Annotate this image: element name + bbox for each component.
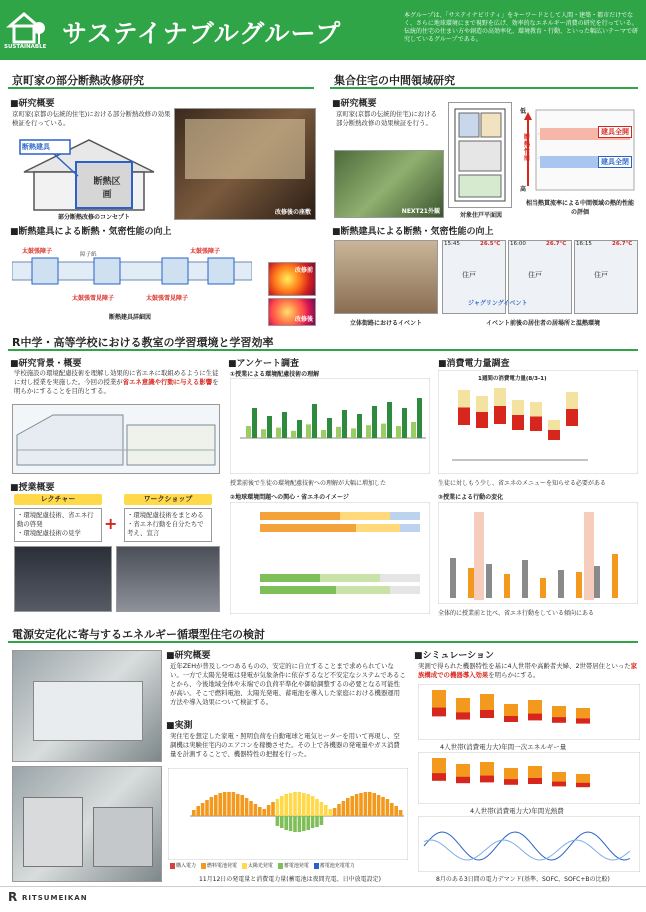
survey-bar-after [267,416,272,438]
behavior-bar [486,564,492,598]
equipment-photo [12,766,162,882]
gen-bar [210,797,214,816]
gen-bar [386,799,390,816]
next21-caption: NEXT21外観 [401,208,440,215]
axis-high: 高 [520,186,527,193]
section-title-3: R中学・高等学校における教室の学習環境と学習効率 [8,336,638,351]
sim1-bar [504,704,518,716]
behavior-bar [612,554,618,598]
gen-bar-neg [280,816,284,828]
sim2-bar [528,766,542,778]
workshop-label: ワークショップ [124,494,212,505]
survey-bar-after [387,402,392,438]
gen-bar [381,797,385,816]
diagram-label-2: 断熱区画 [93,177,121,200]
survey-bar-after [252,408,257,438]
s1-concept-diagram [14,132,164,214]
legend-item-2: 燃料電池発電 [201,863,237,869]
legend-item-3: 太陽光発電 [242,863,273,869]
s1-sub-heading: ■断熱建具による断熱・気密性能の向上 [10,227,172,237]
survey-bar-before [336,427,341,438]
thermal-chart-caption: 相当熱貫流率による中間領域の熱的性能の評価 [525,200,634,216]
plan-caption: 対象住戸平面図 [459,212,502,219]
time-1: 15:45 [444,241,460,247]
generation-chart [168,768,408,860]
gen-bar [311,796,315,816]
behavior-chart [438,502,638,604]
survey-bar-after [372,406,377,438]
workshop-photo [116,546,220,612]
gen-bar-neg [298,816,302,832]
s1-detail-caption: 断熱建具詳細図 [108,314,151,321]
photo-caption: 改修後の座敷 [274,209,311,216]
behavior-bar [540,578,546,598]
gen-bar-neg [284,816,288,830]
legend-item-1: 購入電力 [170,863,196,869]
survey-bar-before [321,430,326,438]
event-photo [334,240,438,314]
s2-overview-text: 京町家(京都の伝統的住宅)における部分断熱改修の効果検証を行う。 [336,110,437,127]
survey-2-title: ②地球環境問題への関心・省エネのイメージ [230,494,349,501]
temperature-caption: イベント前後の居住者の居場所と温熱環境 [485,320,600,327]
gen-bar [324,805,328,816]
gen-bar [236,794,240,816]
survey-bar-before [246,426,251,438]
gen-bar [377,795,381,816]
section-title-2: 集合住宅の中間領域研究 [330,74,638,89]
survey-bar-before [396,426,401,438]
gen-bar [337,804,341,816]
workshop-items: ・環境配慮技術をまとめる ・省エネ行動を自分たちで考え、宣言 [124,508,212,542]
s4-overview-text: 近年ZEHが普及しつつあるものの、安定的に自立することまで求められていない。一方で太陽光発電は発電が気象条件に依存するなど不安定なシステムであることから、今後地域全体や末端での負荷平準化や御給調整するの必要となる可能性が高い。そこで燃料電池、太陽光発電、蓄電池を導入した家庭における機器運用方法や導入効果について検証する。 [170,662,406,706]
generation-caption: 11月12日の発電量と消費電力量(蓄電池は夜間充電、日中放電設定) [199,876,381,883]
label-taiko-2: 太鼓張障子 [190,248,221,255]
gen-bar [196,806,200,816]
gen-bar-neg [302,816,306,831]
survey-bar-before [276,428,281,438]
survey-bar-after [312,404,317,438]
power-bar-seg [494,406,506,424]
power-bar-seg [548,420,560,430]
survey-bar-before [411,422,416,438]
gen-bar [350,796,354,816]
sim-chart-3-title: 8月のある3日間の電力デマンド(基準、SOFC、SOFC+Bの比較) [436,876,610,883]
power-bar-seg [530,417,542,432]
axis-low: 低 [520,108,527,115]
sim-chart-2 [418,752,640,804]
gen-bar [364,792,368,816]
gen-bar [372,793,376,816]
footer [0,886,646,912]
thermal-performance-chart [520,106,638,194]
gen-bar [355,794,359,816]
gen-bar [328,809,332,816]
survey-heading: ■アンケート調査 [228,359,299,369]
gen-bar [218,793,222,816]
gen-bar [262,809,266,816]
gen-bar [298,792,302,816]
next21-photo [334,150,444,218]
thermo-after [268,298,316,326]
legend-item-4: 蓄電池発電 [278,863,309,869]
gen-bar-neg [320,816,324,825]
gen-bar-neg [276,816,280,826]
gen-bar [284,794,288,816]
temp-3: 26.7℃ [612,241,633,247]
survey-bar-after [402,408,407,438]
temp-2: 26.7℃ [546,241,567,247]
sim2-bar [432,758,446,773]
intro-text: 本グループは、「サステイナビリティ」をキーワードとして人間・建築・都市だけでなく、さらに地球環境にまで視野を広げ、効率的なエネルギー消費の研究を行っている。伝統的住宅の住まい方や創造の高効率化、環境教育・行動、といった幅広いテーマで研究しているグループである。 [404,12,639,43]
plus-icon: + [104,514,118,533]
power-bar-seg [512,415,524,430]
gen-bar [333,808,337,816]
survey-bar-before [306,424,311,438]
footer-r-icon: R [8,890,18,904]
gen-bar [258,807,262,816]
behavior-bar [576,572,582,598]
s2-overview-heading: ■研究概要 [332,99,377,109]
legend-open: 建具全開 [598,126,632,138]
behavior-bar [594,566,600,598]
behavior-title: ③授業による行動の変化 [438,494,504,501]
gen-bar [394,806,398,816]
survey-bar-after [282,412,287,438]
gen-bar-neg [293,816,297,832]
s3-class-heading: ■授業概要 [10,483,55,493]
sim2-bar [480,762,494,776]
power-bar-seg [494,388,506,406]
label-shojigami: 障子紙 [80,252,97,258]
survey-bar-after [357,414,362,438]
sustainable-logo [6,6,46,54]
section-title-1: 京町家の部分断熱改修研究 [8,74,314,89]
sim1-bar [552,706,566,717]
survey-bar-before [351,428,356,438]
gen-bar [201,803,205,816]
gen-bar-neg [315,816,319,827]
power-bar-seg [566,409,578,426]
lecture-label: レクチャー [14,494,102,505]
event-label: ジャグリングイベント [468,300,528,307]
gen-bar [192,810,196,816]
power-heading: ■消費電力量調査 [438,359,510,369]
sim-chart-2-title: 4人世帯(消費電力大)年間光熱費 [470,807,564,815]
gen-bar-neg [289,816,293,831]
gen-bar-neg [311,816,315,828]
survey-bar-before [291,431,296,438]
gen-bar [271,802,275,816]
survey-note: 授業前後で生徒の環境配慮技術への理解が大幅に増加した [230,480,387,487]
gen-bar [368,792,372,816]
s1-overview-text: 京町家(京都の伝統的住宅)における部分断熱改修の効果検証を行っている。 [12,110,171,127]
gen-bar [293,792,297,816]
gen-bar [280,796,284,816]
s1-concept-caption: 部分断熱改修のコンセプト [57,214,130,221]
sim2-bar [576,774,590,783]
footer-logo: RITSUMEIKAN [22,894,88,902]
sim2-bar [456,764,470,777]
sim1-bar [576,708,590,718]
label-yukimi-2: 太鼓張雪見障子 [146,295,189,302]
gen-bar [276,799,280,816]
behavior-bar [468,568,474,598]
gen-bar [267,805,271,816]
gen-bar [240,795,244,816]
house-photo [12,650,162,762]
s4-measure-heading: ■実測 [166,721,193,731]
gen-bar [359,793,363,816]
axis-mid: 断熱性能 [524,134,531,162]
power-bar-seg [476,396,488,412]
sim1-bar [432,690,446,708]
school-section-drawing [12,404,220,474]
lecture-items: ・環境配慮技術、省エネ行動の啓発 ・環境配慮技術の見学 [14,508,102,542]
lecture-photo [14,546,112,612]
gen-bar [205,800,209,816]
power-bar-seg [512,400,524,415]
survey-1-chart [230,378,430,474]
thermo-after-label: 改修後 [294,316,313,323]
thermo-before-label: 改修前 [294,267,313,274]
power-chart-title: 1週間の消費電力量(8/3-1) [478,376,547,382]
sim-heading: ■シミュレーション [414,651,494,661]
gen-bar [245,798,249,816]
diagram-label-1: 断熱建具 [22,143,50,151]
sim1-bar [480,694,494,710]
power-bar-seg [458,408,470,426]
time-3: 16:15 [576,241,592,247]
sim-chart-1-title: 4人世帯(消費電力大)年間一次エネルギー量 [440,743,567,751]
gen-bar [390,803,394,816]
sim1-bar [456,698,470,712]
gen-bar [346,798,350,816]
machiya-room-photo [174,108,316,220]
power-bar-seg [458,390,470,408]
gen-bar-neg [306,816,310,830]
temp-1: 26.5℃ [480,241,501,247]
sim-chart-1 [418,684,640,740]
s4-overview-heading: ■研究概要 [166,651,211,661]
s2-sub-heading: ■断熱建具による断熱・気密性能の向上 [332,227,494,237]
power-bar-seg [476,412,488,428]
room-label-1: 住戸 [462,271,476,279]
gen-bar [315,799,319,816]
behavior-bar [504,574,510,598]
temperature-maps [442,240,638,314]
legend-item-5: 蓄電池充電電力 [314,863,355,869]
survey-2-chart [230,502,430,614]
label-yukimi-1: 太鼓張雪見障子 [72,295,115,302]
gen-bar [302,793,306,816]
sim1-bar [528,700,542,714]
sim-chart-3 [418,816,640,872]
survey-bar-before [381,424,386,438]
behavior-bar [522,560,528,598]
gen-bar [214,795,218,816]
survey-1-title: ①授業による環境配慮技術の理解 [230,371,320,378]
generation-legend [170,862,410,872]
power-note: 生徒に対しもう少し、省エネのメニューを知らせる必要がある [438,480,606,487]
behavior-bar [558,570,564,598]
survey-bar-after [327,418,332,438]
s3-background-text: 学校施設の環境配慮技術を理解し効果的に省エネに取組めるように生徒に対し授業を実施した。今回の授業が省エネ意識や行動に与える影響を明らかにすることを目的とする。 [14,369,219,395]
gen-bar [254,804,258,816]
gen-bar [289,793,293,816]
behavior-note: 全体的に授業前と比べ、省エネ行動をしている傾向にある [438,610,595,617]
gen-bar [223,792,227,816]
s1-overview-heading: ■研究概要 [10,99,55,109]
gen-bar [320,802,324,816]
logo-text: SUSTAINABLE [4,44,47,50]
power-chart [438,370,638,474]
survey-bar-after [297,420,302,438]
time-2: 16:00 [510,241,526,247]
event-photo-caption: 立体街路におけるイベント [349,320,422,327]
survey-bar-after [342,410,347,438]
gen-bar [249,801,253,816]
s3-background-heading: ■研究背景・概要 [10,359,82,369]
page-title: サステイナブルグループ [62,19,342,48]
unit-plan [448,102,512,208]
sim2-bar [552,772,566,782]
label-taiko-1: 太鼓張障子 [22,248,53,255]
section-title-4: 電源安定化に寄与するエネルギー循環型住宅の検討 [8,628,638,643]
gen-bar [232,792,236,816]
survey-bar-after [417,398,422,438]
behavior-bar [450,558,456,598]
room-label-3: 住戸 [594,271,608,279]
gen-bar [399,810,403,816]
sim2-bar [504,768,518,779]
power-bar-seg [548,430,560,440]
legend-closed: 建具全閉 [598,156,632,168]
power-bar-seg [530,402,542,417]
gen-bar [227,792,231,816]
room-label-2: 住戸 [528,271,542,279]
gen-bar [306,794,310,816]
survey-bar-before [366,425,371,438]
s4-measure-text: 実住宅を想定した家電・照明負荷を自動電球と電気ヒーターを用いて再現し、空調機は実験住宅内のエアコンを稼働させた。その上で各機器の発電量やガス消費量を計測することで、機器特性の把握を行った。 [170,732,400,758]
gen-bar [342,801,346,816]
survey-bar-before [261,429,266,438]
thermo-before [268,262,316,296]
power-bar-seg [566,392,578,409]
sim-text: 実測で得られた機器特性を基に4人世帯や高齢者夫婦、2世帯居住といった家族構成での機器導入効果を明らかにする。 [418,662,638,679]
